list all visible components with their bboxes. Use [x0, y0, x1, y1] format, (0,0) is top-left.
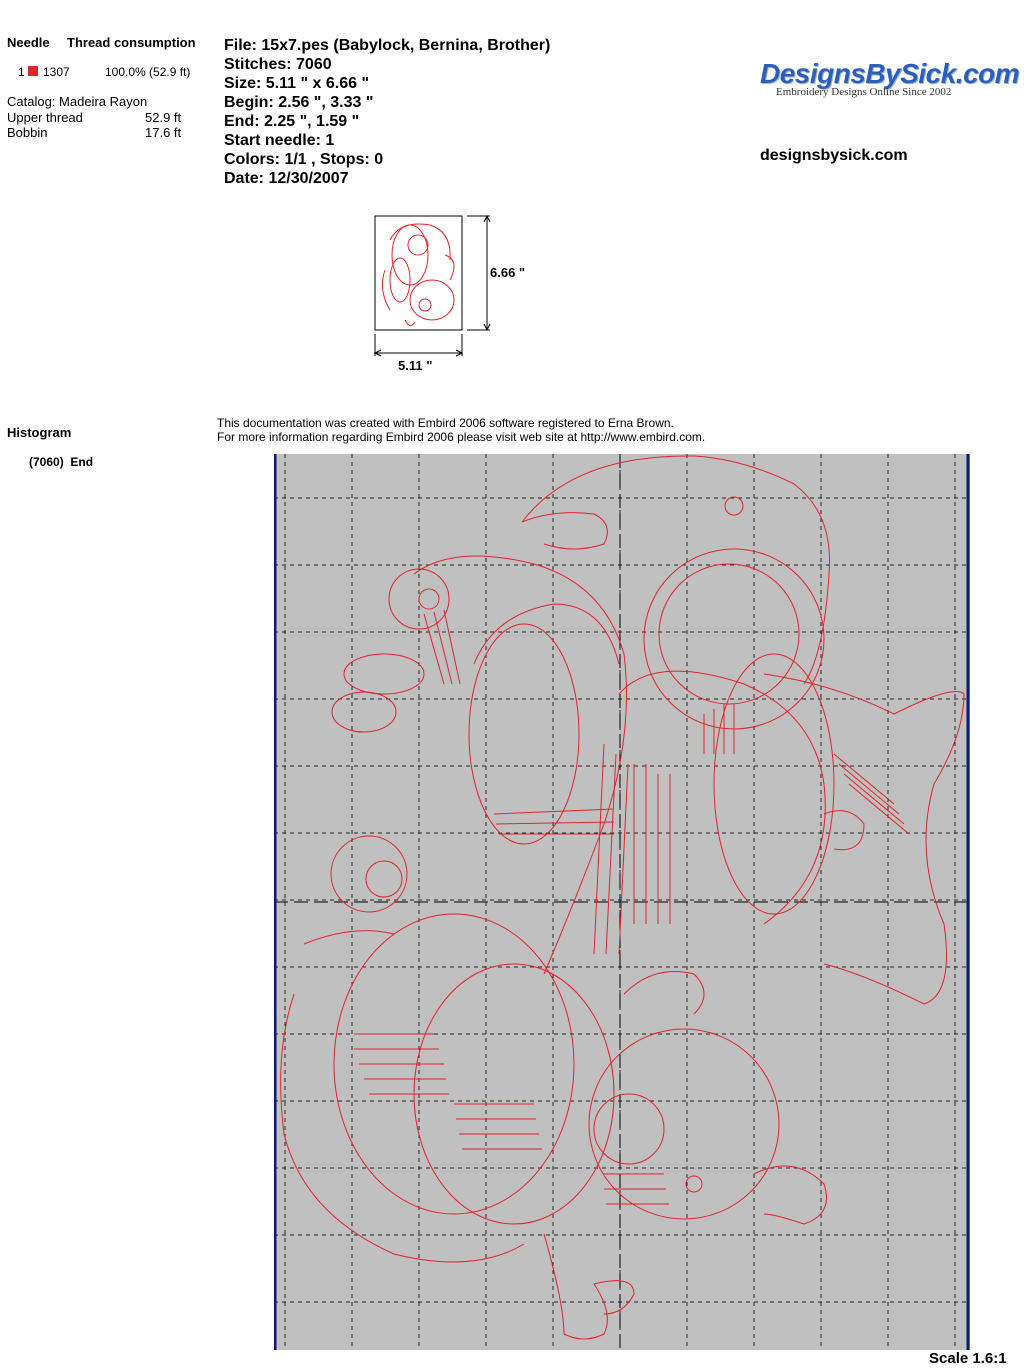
colors-stops: Colors: 1/1 , Stops: 0: [224, 151, 384, 168]
thread-color-number: 1307: [43, 65, 70, 79]
stitch-count: Stitches: 7060: [224, 56, 332, 73]
start-needle: Start needle: 1: [224, 132, 335, 149]
upper-thread-value: 52.9 ft: [145, 110, 182, 125]
design-date: Date: 12/30/2007: [224, 170, 349, 187]
file-name: File: 15x7.pes (Babylock, Bernina, Brother): [224, 37, 551, 54]
file-info: [224, 36, 550, 188]
bobbin-label: Bobbin: [7, 125, 48, 140]
credit-line-2: For more information regarding Embird 2006 please visit web site at http://www.embird.com.: [217, 430, 706, 444]
end-position: End: 2.25 ", 1.59 ": [224, 113, 360, 130]
design-thumbnail: [370, 210, 540, 375]
histogram-entry: (7060) End: [29, 455, 94, 469]
design-size: Size: 5.11 " x 6.66 ": [224, 75, 370, 92]
thread-color-swatch: [28, 66, 38, 76]
thread-consumption-value: 100.0% (52.9 ft): [105, 65, 191, 79]
logo-tagline: Embroidery Designs Online Since 2002: [776, 86, 952, 98]
credit-line-1: This documentation was created with Embird 2006 software registered to Erna Brown.: [217, 416, 674, 430]
needle-header: Needle: [7, 35, 50, 50]
site-url: designsbysick.com: [760, 147, 908, 164]
design-preview: [274, 454, 970, 1350]
thumbnail-height-label: 6.66 ": [490, 265, 526, 280]
thread-consumption-header: Thread consumption: [67, 35, 196, 50]
catalog-label: Catalog: Madeira Rayon: [7, 94, 148, 109]
begin-position: Begin: 2.56 ", 3.33 ": [224, 94, 374, 111]
thumbnail-width-label: 5.11 ": [398, 358, 433, 373]
bobbin-value: 17.6 ft: [145, 125, 182, 140]
logo-wordmark: DesignsBySick.com: [760, 58, 1020, 89]
scale-label: Scale 1.6:1: [929, 1350, 1007, 1367]
upper-thread-label: Upper thread: [7, 110, 83, 125]
needle-number: 1: [18, 65, 25, 79]
designsbysick-logo: [760, 58, 1020, 98]
histogram-title: Histogram: [7, 425, 72, 440]
